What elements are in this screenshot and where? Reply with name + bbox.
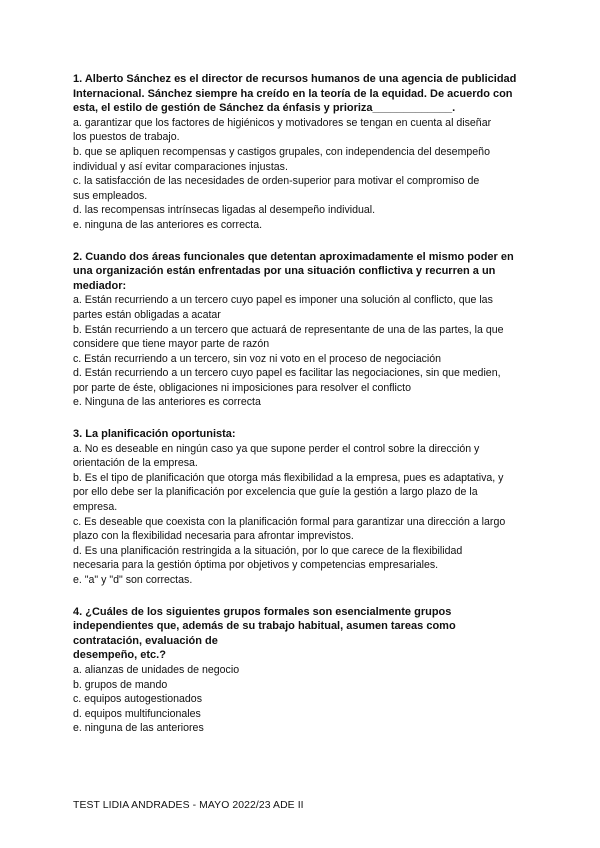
option-line: individual y así evitar comparaciones injustas. [73, 160, 288, 173]
option-line: c. la satisfacción de las necesidades de orden-superior para motivar el compromiso de [73, 175, 480, 188]
option-line: a. garantizar que los factores de higiénicos y motivadores se tengan en cuenta al diseñar [73, 116, 492, 129]
option-line: por parte de éste, obligaciones ni imposiciones para resolver el conflicto [73, 381, 412, 394]
option-c [73, 515, 525, 544]
option-line: e. Ninguna de las anteriores es correcta [73, 396, 261, 409]
page-footer: TEST LIDIA ANDRADES - MAYO 2022/23 ADE II [73, 800, 304, 811]
option-line: d. Están recurriendo a un tercero cuyo papel es facilitar las negociaciones, sin que medien, [73, 367, 501, 380]
question-title [73, 427, 525, 442]
option-d [73, 707, 525, 722]
option-line: empresa. [73, 501, 118, 514]
question-title-line: 2. Cuando dos áreas funcionales que detentan aproximadamente el mismo poder en [73, 250, 514, 263]
option-line: e. ninguna de las anteriores [73, 722, 204, 735]
option-line: c. Es deseable que coexista con la planificación formal para garantizar una dirección a largo [73, 515, 506, 528]
document-body [73, 72, 525, 753]
option-line: los puestos de trabajo. [73, 131, 180, 144]
option-line: b. Están recurriendo a un tercero que actuará de representante de una de las partes, la que [73, 323, 504, 336]
option-line: e. "a" y "d" son correctas. [73, 574, 193, 586]
question-title [73, 72, 525, 116]
option-line: c. equipos autogestionados [73, 693, 202, 706]
question-4 [73, 605, 525, 736]
option-e [73, 573, 525, 588]
option-a [73, 293, 525, 322]
option-c [73, 352, 525, 367]
option-a [73, 116, 525, 145]
option-line: a. No es deseable en ningún caso ya que supone perder el control sobre la dirección y [73, 442, 480, 455]
question-title-line: una organización están enfrentadas por una situación conflictiva y recurren a un [73, 265, 496, 278]
option-line: partes están obligadas a acatar [73, 308, 221, 321]
option-d [73, 203, 525, 218]
question-title-line: independientes que, además de su trabajo habitual, asumen tareas como [73, 620, 456, 633]
option-line: d. Es una planificación restringida a la situación, por lo que carece de la flexibilidad [73, 544, 463, 557]
option-line: b. que se apliquen recompensas y castigos grupales, con independencia del desempeño [73, 145, 490, 158]
question-title-line: Internacional. Sánchez siempre ha creído en la teoría de la equidad. De acuerdo con [73, 87, 513, 100]
option-line: sus empleados. [73, 189, 148, 202]
option-line: a. Están recurriendo a un tercero cuyo papel es imponer una solución al conflicto, que las [73, 294, 493, 307]
option-c [73, 692, 525, 707]
option-line: c. Están recurriendo a un tercero, sin voz ni voto en el proceso de negociación [73, 352, 442, 365]
option-d [73, 544, 525, 573]
option-e [73, 721, 525, 736]
option-b [73, 145, 525, 174]
question-title-line: 3. La planificación oportunista: [73, 428, 236, 441]
question-2 [73, 250, 525, 411]
option-line: b. Es el tipo de planificación que otorga más flexibilidad a la empresa, pues es adaptativa, y [73, 471, 504, 484]
question-title-line: esta, el estilo de gestión de Sánchez da énfasis y prioriza_____________. [73, 102, 456, 115]
option-line: b. grupos de mando [73, 678, 168, 691]
option-line: orientación de la empresa. [73, 457, 198, 470]
question-1 [73, 72, 525, 233]
option-b [73, 678, 525, 693]
question-title-line: 1. Alberto Sánchez es el director de recursos humanos de una agencia de publicidad [73, 73, 517, 85]
question-title-line: contratación, evaluación de [73, 634, 218, 647]
option-e [73, 218, 525, 233]
question-title-line: 4. ¿Cuáles de los siguientes grupos formales son esencialmente grupos [73, 605, 452, 618]
option-line: por ello debe ser la planificación por excelencia que guíe la gestión a largo plazo de la [73, 486, 478, 499]
question-title-line: desempeño, etc.? [73, 649, 166, 662]
question-3 [73, 427, 525, 588]
option-c [73, 174, 525, 203]
option-line: plazo con la flexibilidad necesaria para afrontar imprevistos. [73, 530, 354, 543]
option-line: a. alianzas de unidades de negocio [73, 663, 240, 676]
option-line: d. las recompensas intrínsecas ligadas al desempeño individual. [73, 204, 376, 217]
question-title [73, 605, 525, 663]
question-title-line: mediador: [73, 279, 127, 292]
option-e [73, 395, 525, 410]
option-line: necesaria para la gestión óptima por objetivos y competencias empresariales. [73, 559, 439, 572]
option-b [73, 323, 525, 352]
option-line: e. ninguna de las anteriores es correcta. [73, 218, 263, 231]
option-b [73, 471, 525, 515]
option-d [73, 366, 525, 395]
option-a [73, 663, 525, 678]
question-title [73, 250, 525, 294]
option-line: considere que tiene mayor parte de razón [73, 338, 270, 351]
option-a [73, 442, 525, 471]
option-line: d. equipos multifuncionales [73, 707, 201, 720]
